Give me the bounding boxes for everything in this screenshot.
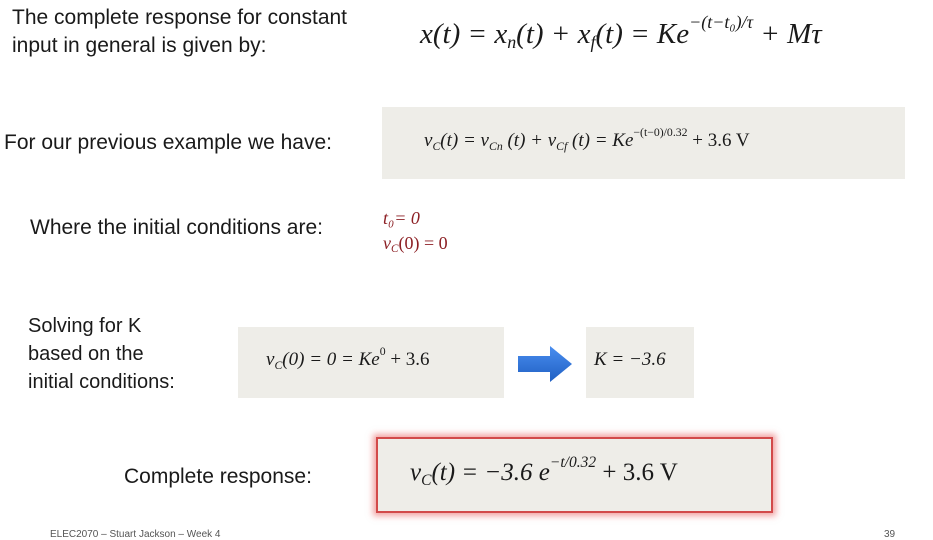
complete-equation-box: [376, 437, 773, 513]
ex-exponent: −(t−0)/0.32: [633, 126, 688, 139]
initial-t0: t₀= 0: [383, 208, 420, 228]
complete-mid: (t) = −3.6 e: [431, 459, 550, 486]
k-result: K = −3.6: [594, 349, 666, 370]
ex-p1: (t) = v: [440, 130, 489, 151]
complete-label: Complete response:: [124, 465, 312, 488]
solving-line-1: Solving for K: [28, 315, 142, 337]
example-label: For our previous example we have:: [4, 131, 332, 154]
solve-sub: C: [274, 358, 283, 372]
general-eq-mid2: (t) = Ke: [595, 18, 690, 50]
footer-credit: ELEC2070 – Stuart Jackson – Week 4: [50, 529, 221, 540]
ex-p3: (t) = Ke: [567, 130, 634, 151]
solve-v: v: [266, 349, 275, 370]
complete-sub: C: [421, 471, 432, 489]
initial-label: Where the initial conditions are:: [30, 216, 323, 239]
solving-equation: [266, 345, 430, 372]
complete-equation: [410, 453, 678, 489]
general-eq-tail: + Mτ: [753, 18, 822, 50]
general-eq-exponent: −(t−t₀)/τ: [689, 11, 754, 32]
general-equation: [420, 11, 822, 53]
general-eq-lhs: x(t) = x: [420, 18, 508, 50]
initial-vc: [383, 233, 448, 254]
initial-vc-rest: (0) = 0: [398, 233, 448, 253]
complete-tail: + 3.6 V: [596, 459, 678, 486]
general-eq-mid1: (t) + x: [516, 18, 591, 50]
initial-vc-sub: C: [391, 243, 399, 256]
initial-vc-v: v: [383, 233, 391, 253]
solving-line-2: based on the: [28, 343, 144, 365]
solving-line-3: initial conditions:: [28, 371, 175, 393]
page-number: 39: [884, 529, 896, 540]
ex-v1: v: [424, 130, 433, 151]
general-eq-f-sub: f: [590, 32, 596, 53]
solve-exp: 0: [379, 345, 386, 358]
ex-cf: Cf: [556, 139, 568, 153]
solve-tail: + 3.6: [385, 349, 430, 370]
solving-equation-box: [238, 327, 504, 398]
ex-tail: + 3.6 V: [687, 130, 750, 151]
right-arrow-icon: [518, 346, 572, 382]
ex-p2: (t) + v: [502, 130, 557, 151]
ex-c1: C: [432, 139, 441, 153]
complete-exponent: −t/0.32: [549, 453, 597, 471]
ex-cn: Cn: [488, 139, 503, 153]
general-eq-n-sub: n: [507, 32, 517, 53]
example-equation: [424, 126, 750, 153]
intro-line-2: input in general is given by:: [12, 34, 267, 57]
solve-mid: (0) = 0 = Ke: [282, 349, 380, 370]
complete-v: v: [410, 459, 422, 486]
intro-line-1: The complete response for constant: [12, 6, 348, 29]
example-equation-box: [382, 107, 905, 179]
k-result-box: [586, 327, 694, 398]
